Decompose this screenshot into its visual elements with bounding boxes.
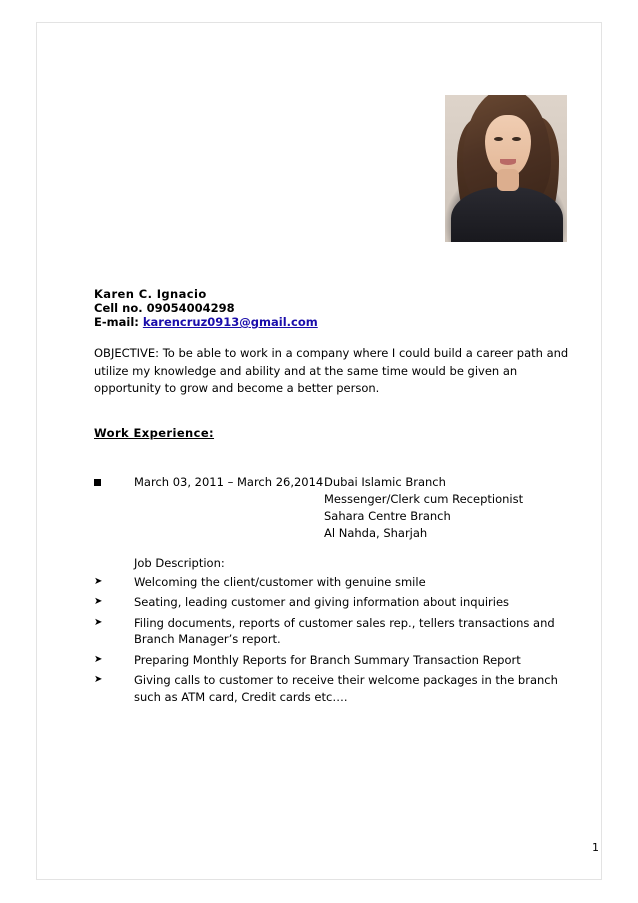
photo-eye-right: [512, 137, 521, 141]
duty-text: Seating, leading customer and giving information about inquiries: [134, 595, 510, 609]
experience-company-line: Al Nahda, Sharjah: [324, 525, 428, 540]
email-label: E-mail:: [94, 315, 143, 329]
duty-text: Giving calls to customer to receive their welcome packages in the branch such as ATM card, Credit cards etc….: [134, 673, 558, 704]
arrow-bullet-icon: ➤: [94, 616, 103, 628]
resume-sheet: [36, 22, 602, 880]
work-experience-heading: Work Experience:: [94, 425, 215, 440]
photo-neck: [497, 169, 519, 191]
experience-dates: March 03, 2011 – March 26,2014: [134, 474, 324, 489]
photo-eye-left: [494, 137, 503, 141]
list-item: [94, 574, 574, 591]
arrow-bullet-icon: ➤: [94, 674, 103, 685]
objective-paragraph: OBJECTIVE: To be able to work in a company where I could build a career path and utilize my knowledge and ability and at the same time would be given an opportunity to grow and become a better person.: [94, 346, 569, 395]
experience-row: [94, 474, 574, 542]
arrow-bullet-icon: ➤: [94, 596, 103, 607]
duties-list: [94, 574, 574, 706]
list-item: [94, 672, 574, 705]
list-item: [94, 594, 574, 611]
experience-company-line: Dubai Islamic Branch: [324, 474, 446, 489]
applicant-phone: Cell no. 09054004298: [94, 301, 235, 315]
duty-text: Welcoming the client/customer with genuine smile: [134, 574, 426, 589]
experience-company-line: Sahara Centre Branch: [324, 508, 451, 523]
job-description-label: Job Description:: [134, 555, 225, 570]
photo-shoulders: [451, 187, 563, 242]
experience-company: [324, 474, 523, 542]
experience-company-line: Messenger/Clerk cum Receptionist: [324, 491, 524, 506]
email-link[interactable]: karencruz0913@gmail.com: [142, 315, 318, 329]
duty-text: Preparing Monthly Reports for Branch Summary Transaction Report: [134, 652, 521, 667]
arrow-bullet-icon: ➤: [94, 653, 103, 665]
list-item: [94, 652, 574, 669]
applicant-photo: [445, 95, 567, 242]
photo-mouth: [500, 159, 516, 165]
applicant-email-line: [94, 315, 574, 329]
list-item: [94, 615, 574, 648]
resume-content: [94, 287, 574, 705]
square-bullet-icon: [94, 479, 101, 486]
applicant-name: Karen C. Ignacio: [94, 287, 207, 301]
page-number: 1: [592, 841, 599, 854]
arrow-bullet-icon: ➤: [94, 575, 103, 587]
duty-text: Filing documents, reports of customer sales rep., tellers transactions and Branch Manager’s report.: [134, 615, 555, 646]
experience-entry: [94, 474, 574, 706]
